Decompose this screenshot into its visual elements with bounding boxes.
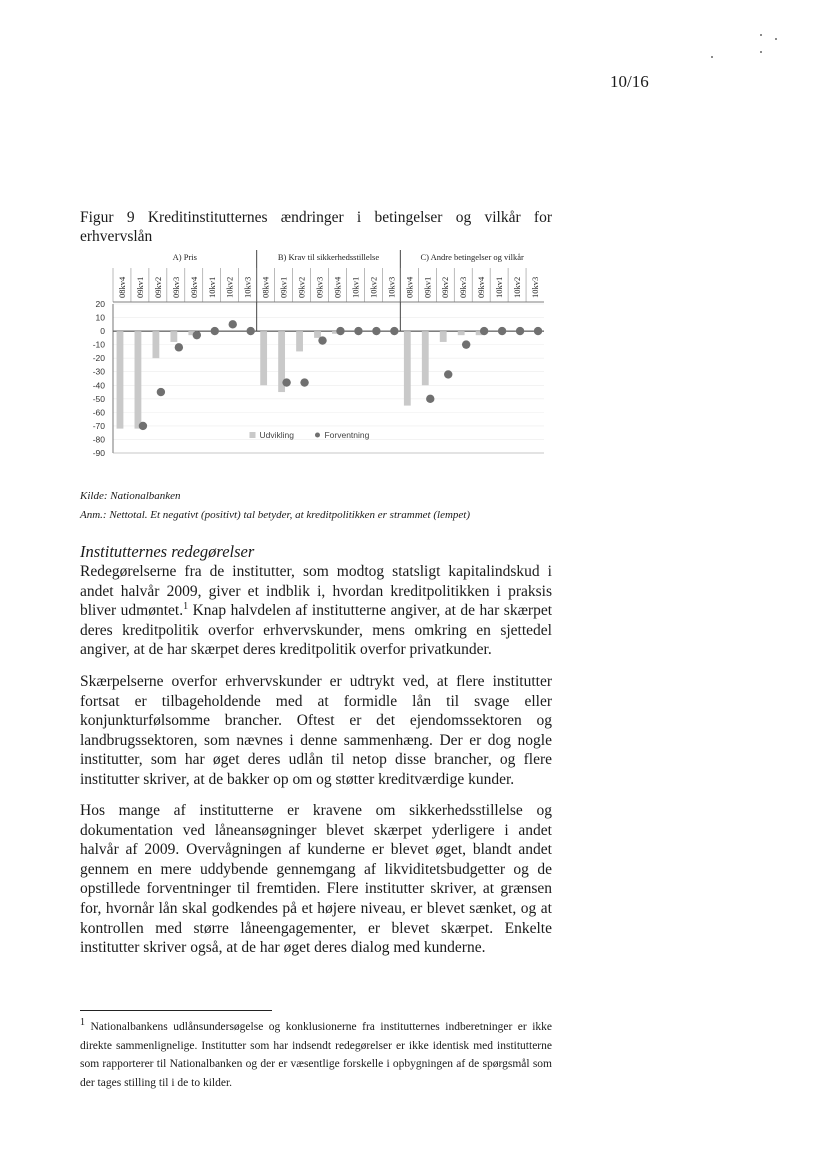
figure-note: Anm.: Nettotal. Et negativt (positivt) tal betyder, at kreditpolitikken er strammet (lempet) — [80, 509, 471, 521]
category-label: 09kv1 — [422, 276, 433, 298]
panel-title: A) Pris — [172, 252, 197, 262]
forventning-marker — [354, 327, 362, 335]
y-tick-label: -60 — [92, 407, 105, 418]
y-tick-label: 10 — [95, 312, 105, 323]
forventning-marker — [426, 395, 434, 403]
category-label: 09kv2 — [152, 276, 163, 298]
category-label: 10kv2 — [224, 276, 235, 298]
y-tick-label: -30 — [92, 366, 105, 377]
forventning-marker — [318, 336, 326, 344]
forventning-marker — [372, 327, 380, 335]
udvikling-bar — [260, 331, 267, 385]
footnote-divider — [80, 1010, 272, 1011]
udvikling-bar — [440, 331, 447, 342]
forventning-marker — [390, 327, 398, 335]
udvikling-bar — [458, 331, 465, 335]
category-label: 10kv1 — [494, 276, 505, 298]
forventning-marker — [444, 370, 452, 378]
forventning-marker — [139, 422, 147, 430]
category-label: 09kv1 — [278, 276, 289, 298]
y-tick-label: -80 — [92, 434, 105, 445]
scan-speck — [775, 38, 777, 40]
footnote-text: Nationalbankens udlånsundersøgelse og konklusionerne fra institutternes indberetninger er ikke direkte sammenlignelige. Institutter som har indsendt redegørelser er ikke identisk med institutterne som rapporterer til Nationalbanken og der er væsentlige forskelle i opbygningen af de spørgsmål som der tages stilling til i de to kilder. — [80, 1021, 553, 1089]
forventning-marker — [300, 378, 308, 386]
category-label: 09kv4 — [332, 276, 343, 298]
forventning-marker — [282, 378, 290, 386]
paragraph-1 — [80, 562, 552, 660]
category-label: 09kv3 — [314, 276, 325, 298]
udvikling-bar — [422, 331, 429, 385]
category-label: 09kv1 — [134, 276, 145, 298]
udvikling-bar — [170, 331, 177, 342]
scan-speck — [760, 34, 762, 36]
category-label: 08kv4 — [116, 276, 127, 298]
y-tick-label: -50 — [92, 393, 105, 404]
forventning-marker — [498, 327, 506, 335]
y-tick-label: -20 — [92, 353, 105, 364]
forventning-marker — [534, 327, 542, 335]
category-label: 09kv4 — [476, 276, 487, 298]
figure-caption: Figur 9 Kreditinstitutternes ændringer i betingelser og vilkår for erhvervslån — [80, 209, 552, 245]
forventning-marker — [193, 331, 201, 339]
category-label: 08kv4 — [260, 276, 271, 298]
udvikling-bar — [314, 331, 321, 338]
paragraph-1-text-b: Knap halvdelen af institutterne angiver, at de har skærpet deres kreditpolitik overfor erhvervskunder, mens omkring en sjettedel angiver, at de har skærpet deres kreditpolitik overfor privatkunder. — [80, 602, 553, 659]
category-label: 09kv4 — [188, 276, 199, 298]
category-label: 10kv3 — [242, 276, 253, 298]
category-label: 10kv3 — [386, 276, 397, 298]
y-tick-label: -40 — [92, 380, 105, 391]
y-tick-label: 20 — [95, 299, 105, 309]
udvikling-bar — [296, 331, 303, 351]
forventning-marker — [229, 320, 237, 328]
y-tick-label: -10 — [92, 339, 105, 350]
category-label: 10kv2 — [512, 276, 523, 298]
footnote-ref[interactable]: 1 — [183, 601, 189, 613]
legend-label-udvikling: Udvikling — [259, 430, 294, 440]
category-label: 10kv1 — [206, 276, 217, 298]
category-label: 10kv3 — [530, 276, 541, 298]
udvikling-bar — [135, 331, 142, 429]
forventning-marker — [462, 340, 470, 348]
category-label: 09kv2 — [296, 276, 307, 298]
footnote — [80, 1018, 552, 1092]
category-label: 09kv3 — [458, 276, 469, 298]
y-tick-label: -70 — [92, 420, 105, 431]
paragraph-3: Hos mange af institutterne er kravene om sikkerhedsstillelse og dokumentation ved låneansøgninger blevet skærpet yderligere i andet halvår af 2009. Overvågningen af kunderne er blevet øget, blandt andet gennem en mere uddybende gennemgang af likviditetsbudgetter og de opstillede forventninger til fremtiden. Flere institutter skriver, at grænsen for, hvornår lån skal godkendes på et højere niveau, er blevet sænket, og at kontrollen med større låneengagementer, er blevet skærpet. Enkelte institutter skriver også, at de har øget deres dialog med kunderne. — [80, 802, 552, 957]
category-label: 10kv2 — [368, 276, 379, 298]
panel-title: B) Krav til sikkerhedsstillelse — [277, 252, 380, 262]
paragraph-1-text-a: Redegørelserne fra de institutter, som modtog statsligt kapitalindskud i andet halvår 2009, giver et indblik i, hvordan kreditpolitikken i praksis bliver udmøntet. — [80, 563, 552, 620]
scan-speck — [760, 51, 762, 53]
scan-speck — [711, 56, 713, 58]
forventning-marker — [516, 327, 524, 335]
paragraph-2: Skærpelserne overfor erhvervskunder er udtrykt ved, at flere institutter fortsat er tilbageholdende med at formidle lån til svage eller konjunkturfølsomme brancher. Oftest er det ejendomssektoren og landbrugssektoren, som nævnes i denne sammenhæng. Der er dog nogle institutter, som har øget deres udlån til netop disse brancher, og flere institutter skriver, at de bakker op om og støtter kreditværdige kunder. — [80, 673, 552, 788]
category-label: 08kv4 — [404, 276, 415, 298]
page-number: 10/16 — [610, 72, 649, 91]
forventning-marker — [336, 327, 344, 335]
legend-bar-swatch — [249, 432, 255, 438]
footnote-number: 1 — [80, 1017, 85, 1029]
forventning-marker — [157, 388, 165, 396]
panel-title: C) Andre betingelser og vilkår — [420, 252, 524, 262]
udvikling-bar — [404, 331, 411, 406]
legend-label-forventning: Forventning — [324, 430, 370, 440]
forventning-marker — [211, 327, 219, 335]
figure-source: Kilde: Nationalbanken — [80, 490, 181, 502]
legend-marker-swatch — [315, 433, 320, 438]
udvikling-bar — [152, 331, 159, 358]
forventning-marker — [175, 343, 183, 351]
category-label: 09kv2 — [440, 276, 451, 298]
forventning-marker — [246, 327, 254, 335]
y-tick-label: -90 — [92, 448, 105, 458]
forventning-marker — [480, 327, 488, 335]
udvikling-bar — [117, 331, 124, 429]
y-tick-label: 0 — [100, 326, 105, 337]
section-title: Institutternes redegørelser — [80, 542, 255, 561]
category-label: 10kv1 — [350, 276, 361, 298]
figure-9-chart — [78, 248, 548, 464]
category-label: 09kv3 — [170, 276, 181, 298]
